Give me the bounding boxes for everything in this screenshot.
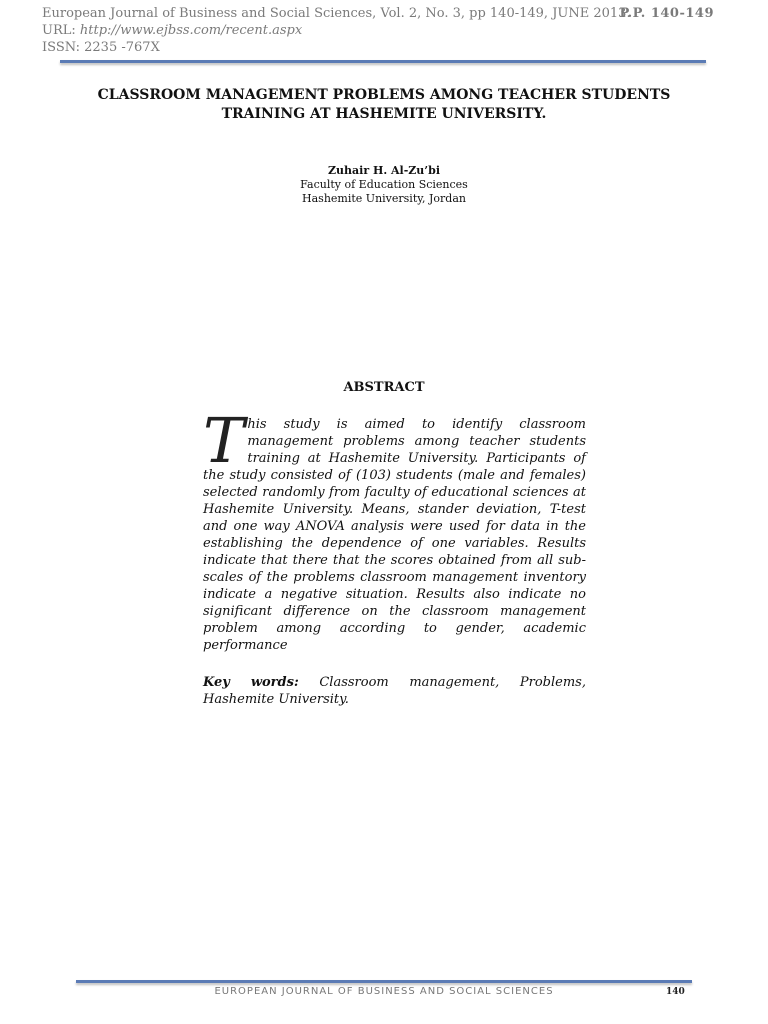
- issn: ISSN: 2235 -767X: [42, 40, 160, 55]
- abstract-body: [203, 404, 586, 654]
- footer-divider: [76, 980, 692, 983]
- url-line: [42, 23, 302, 38]
- author-block: [0, 164, 768, 206]
- keywords-text: Classroom management, Problems, Hashemite University.: [203, 675, 586, 707]
- author-faculty: Faculty of Education Sciences: [300, 178, 468, 191]
- abstract-heading: ABSTRACT: [343, 380, 425, 395]
- url-label: URL:: [42, 23, 76, 38]
- page-range: P.P. 140-149: [619, 6, 714, 21]
- url-link[interactable]: http://www.ejbss.com/recent.aspx: [79, 23, 303, 38]
- paper-title: CLASSROOM MANAGEMENT PROBLEMS AMONG TEACHER STUDENTS TRAINING AT HASHEMITE UNIVERSITY.: [97, 87, 671, 122]
- header-divider: [60, 60, 706, 63]
- journal-citation: European Journal of Business and Social Sciences, Vol. 2, No. 3, pp 140-149, JUNE 2013.: [42, 6, 631, 21]
- keywords: [203, 674, 586, 708]
- page-number: 140: [666, 987, 685, 997]
- keywords-label: Key words:: [203, 675, 299, 690]
- author-name: Zuhair H. Al-Zu’bi: [327, 164, 440, 177]
- abstract-text: his study is aimed to identify classroom management problems among teacher students training at Hashemite University. Participants of the study consisted of (103) students (male and females) selected randomly from faculty of educational sciences at Hashemite University. Means, stander deviation, T-test and one way ANOVA analysis were used for data in the establishing the dependence of one variables. Results indicate that there that the scores obtained from all sub-scales of the problems classroom management inventory indicate a negative situation. Results also indicate no significant difference on the classroom management problem among according to gender, academic performance: [203, 417, 586, 653]
- footer-journal-name: EUROPEAN JOURNAL OF BUSINESS AND SOCIAL SCIENCES: [214, 986, 554, 997]
- drop-cap: T: [203, 404, 245, 477]
- author-university: Hashemite University, Jordan: [302, 192, 466, 205]
